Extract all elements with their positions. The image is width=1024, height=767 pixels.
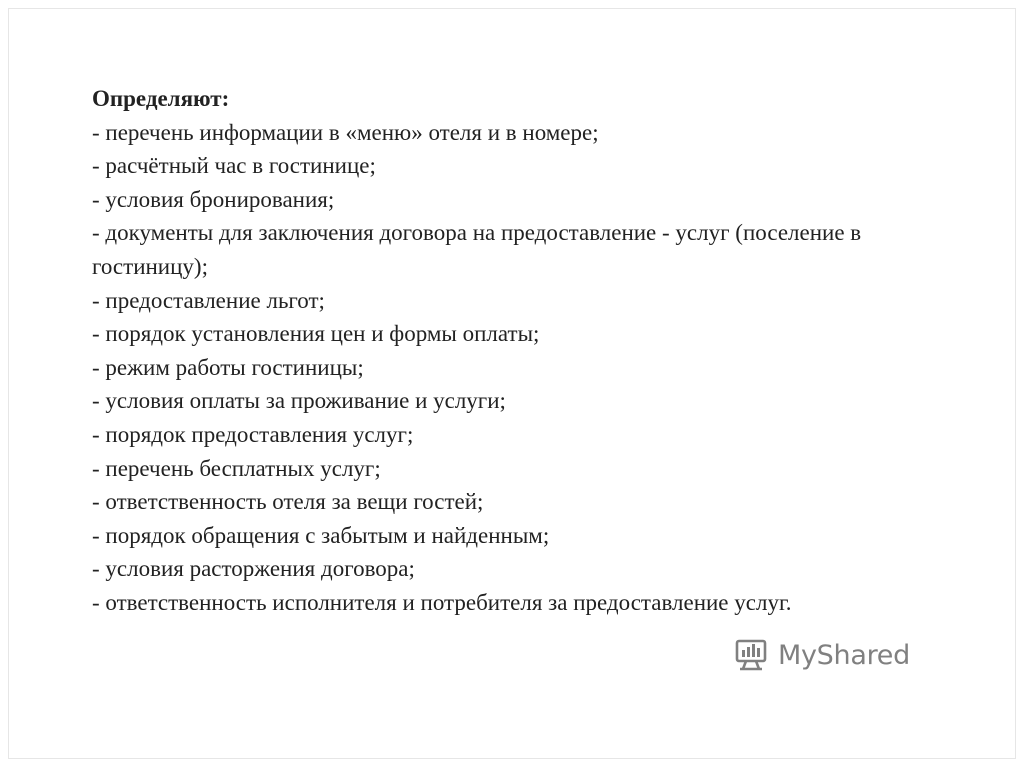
myshared-watermark [734,635,910,675]
list-item: - перечень информации в «меню» отеля и в номере; [92,119,599,145]
list-item: - порядок установления цен и формы оплаты; [92,321,540,347]
list-item: - порядок предоставления услуг; [92,421,414,447]
list-item: - расчётный час в гостинице; [92,153,376,179]
list-item: - документы для заключения договора на предоставление - услуг (поселение в гостиницу); [92,220,862,279]
list-item: - ответственность исполнителя и потребителя за предоставление услуг. [92,589,792,615]
list-item: - порядок обращения с забытым и найденным; [92,522,550,548]
list-item: - предоставление льгот; [92,287,325,313]
list-item: - ответственность отеля за вещи гостей; [92,489,484,515]
list-item: - условия оплаты за проживание и услуги; [92,388,506,414]
list-item: - режим работы гостиницы; [92,354,364,380]
myshared-logo-icon [734,636,772,674]
list-item: - условия бронирования; [92,186,335,212]
slide-content [92,82,932,620]
list-item: - условия расторжения договора; [92,556,415,582]
watermark-text: MyShared [778,639,910,671]
slide-heading: Определяют: [92,86,230,111]
requirements-list [92,116,932,620]
list-item: - перечень бесплатных услуг; [92,455,381,481]
